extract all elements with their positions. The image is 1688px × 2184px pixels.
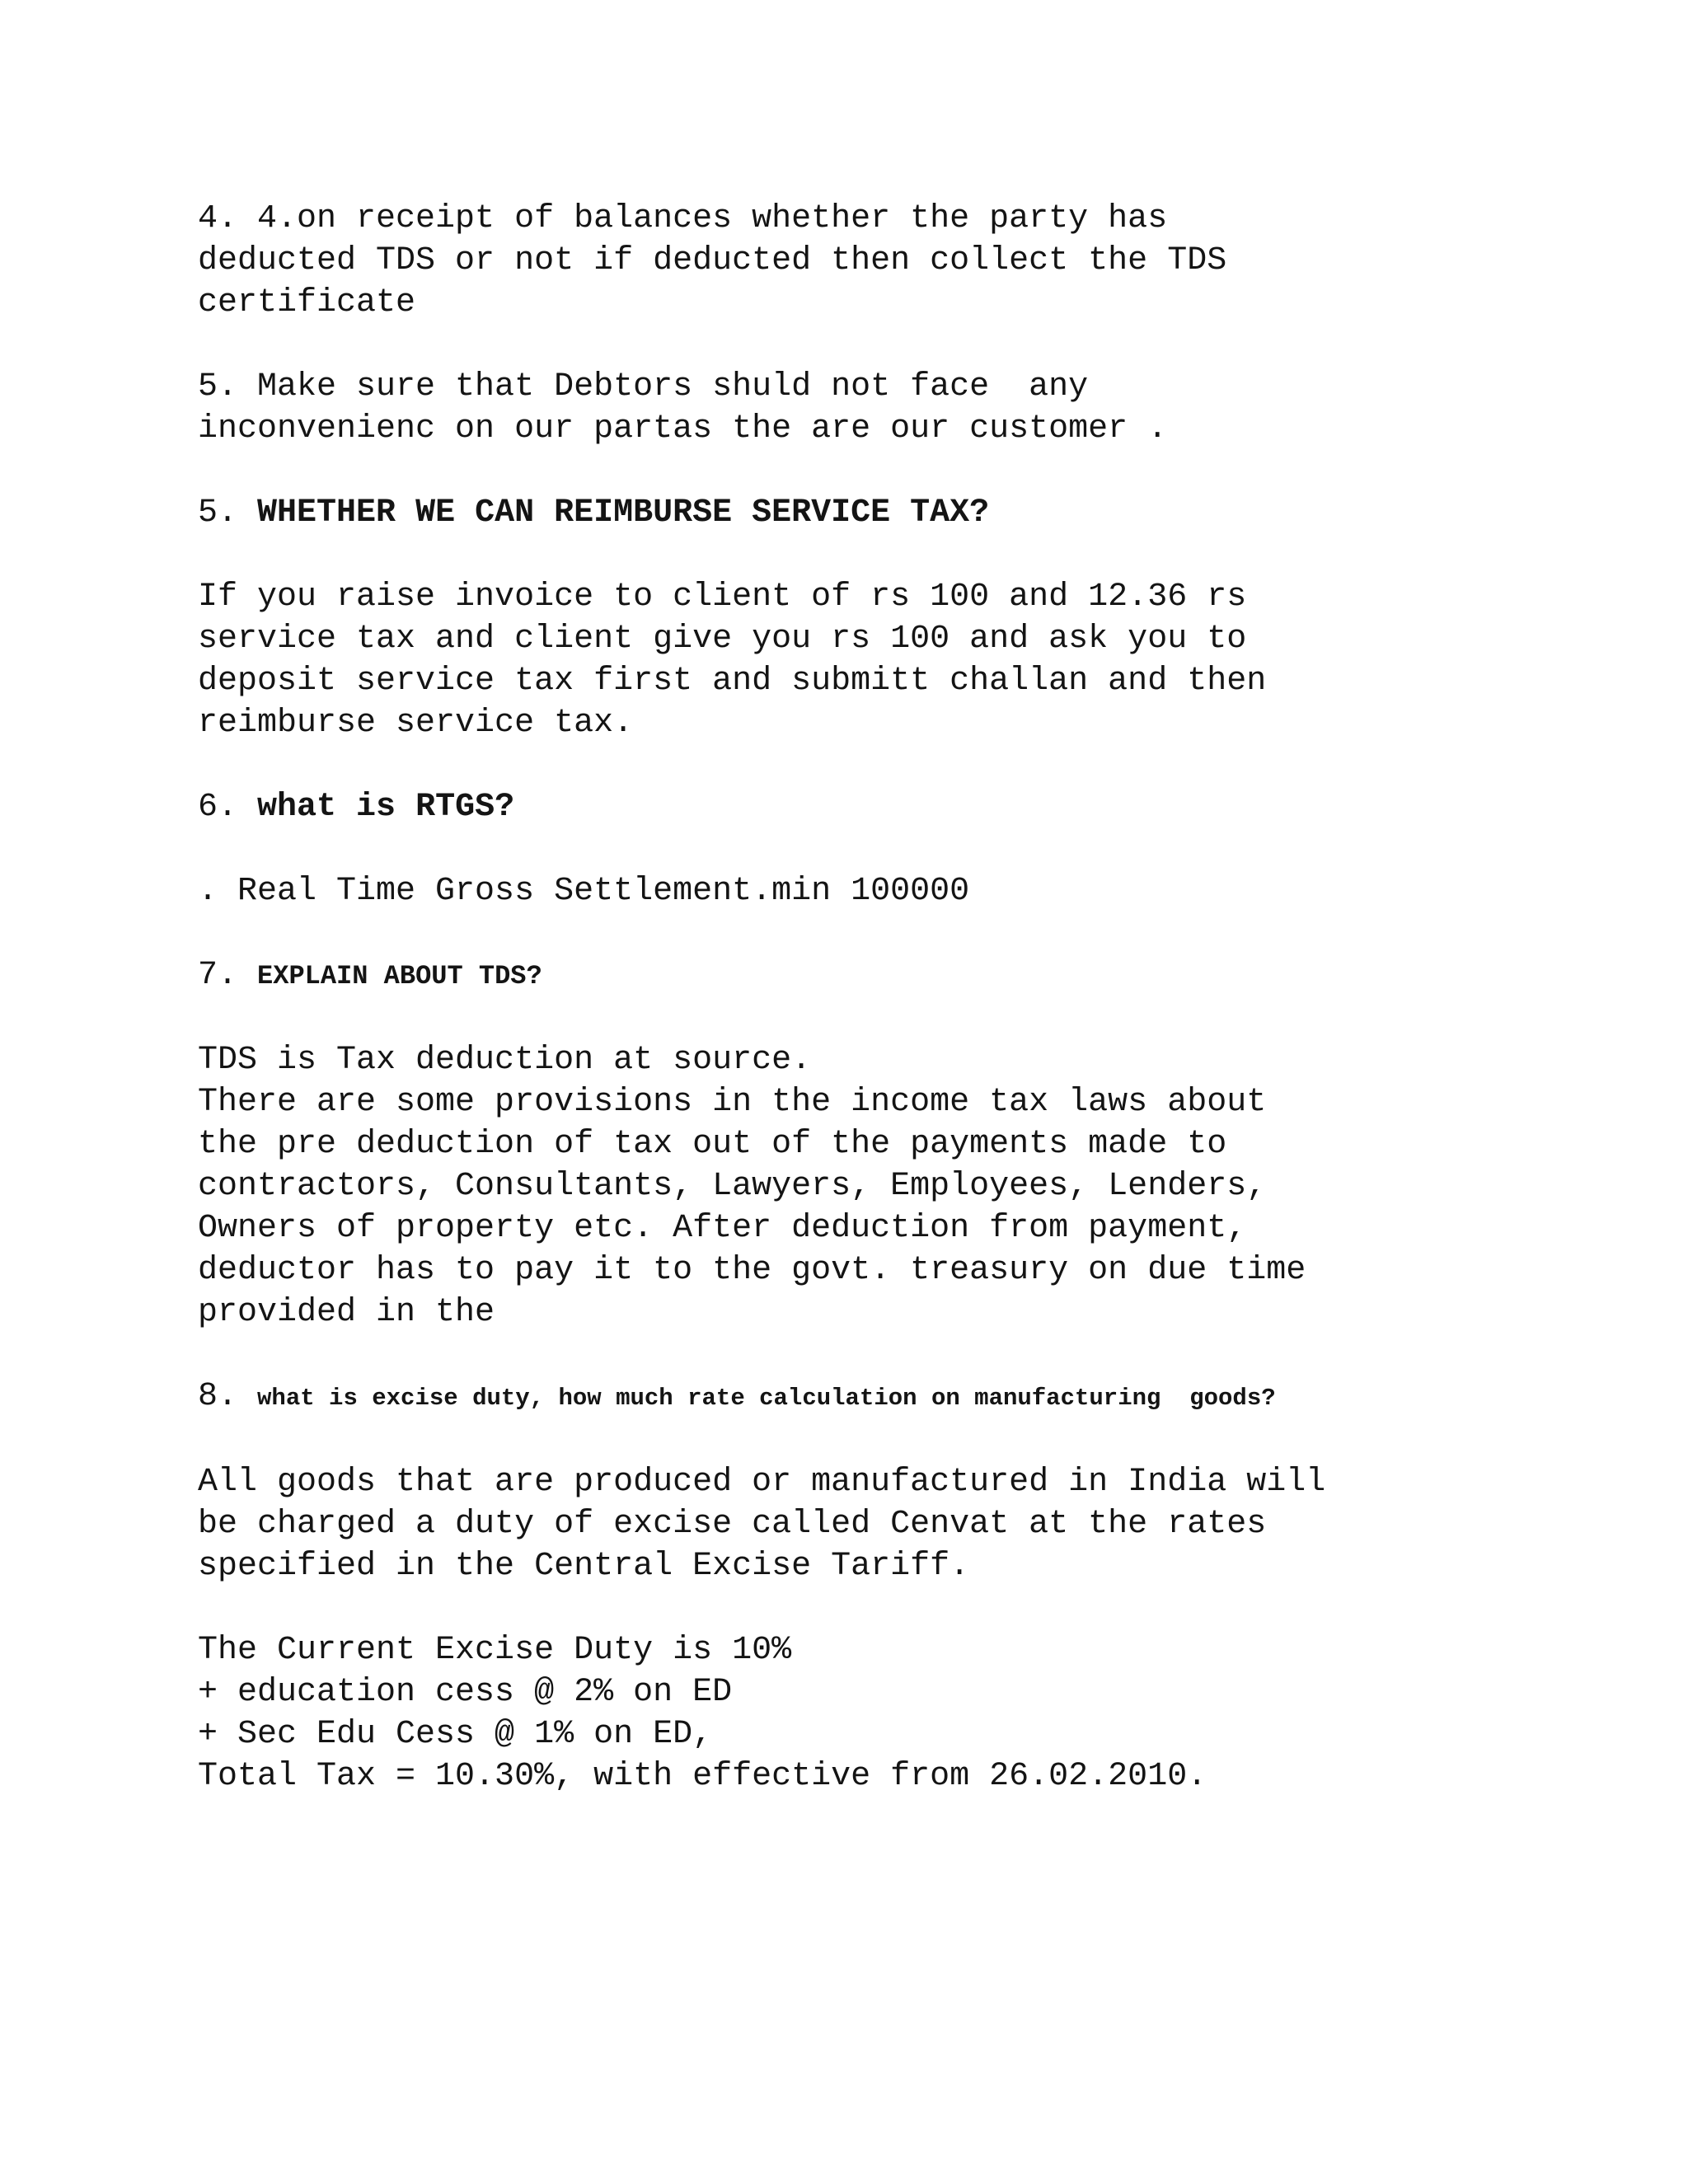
text-line: be charged a duty of excise called Cenvat at the rates xyxy=(198,1506,1267,1543)
text-line: TDS is Tax deduction at source. xyxy=(198,1042,812,1079)
question-heading-excise-duty xyxy=(198,1376,1533,1419)
question-text: what is excise duty, how much rate calculation on manufacturing goods? xyxy=(257,1385,1276,1412)
text-line: reimburse service tax. xyxy=(198,705,634,742)
question-heading-service-tax xyxy=(198,492,1533,534)
text-line: service tax and client give you rs 100 and ask you to xyxy=(198,621,1247,658)
text-line: If you raise invoice to client of rs 100 and 12.36 rs xyxy=(198,579,1247,616)
answer-service-tax xyxy=(198,576,1533,744)
text-line: deducted TDS or not if deducted then collect the TDS xyxy=(198,242,1227,279)
text-line: specified in the Central Excise Tariff. xyxy=(198,1548,970,1585)
paragraph-tds-receipt xyxy=(198,198,1533,324)
text-line: 4. 4.on receipt of balances whether the party has xyxy=(198,200,1168,237)
document-body xyxy=(198,198,1533,1840)
question-heading-tds xyxy=(198,954,1533,997)
text-line: Total Tax = 10.30%, with effective from 26.02.2010. xyxy=(198,1758,1207,1795)
question-number: 5. xyxy=(198,494,238,532)
paragraph-excise-rates xyxy=(198,1629,1533,1797)
question-heading-rtgs xyxy=(198,786,1533,828)
text-line: provided in the xyxy=(198,1294,495,1331)
question-text: EXPLAIN ABOUT TDS? xyxy=(257,961,542,991)
question-number: 8. xyxy=(198,1378,238,1415)
paragraph-debtors xyxy=(198,366,1533,450)
text-line: inconvenienc on our partas the are our customer . xyxy=(198,410,1168,448)
text-line: 5. Make sure that Debtors shuld not face any xyxy=(198,368,1089,405)
text-line: deposit service tax first and submitt challan and then xyxy=(198,663,1267,700)
answer-excise-duty xyxy=(198,1461,1533,1587)
text-line: There are some provisions in the income tax laws about xyxy=(198,1084,1267,1121)
text-line: The Current Excise Duty is 10% xyxy=(198,1632,792,1669)
text-line: All goods that are produced or manufactured in India will xyxy=(198,1464,1326,1501)
question-number: 7. xyxy=(198,957,238,994)
text-line: contractors, Consultants, Lawyers, Employees, Lenders, xyxy=(198,1168,1267,1205)
question-text: WHETHER WE CAN REIMBURSE SERVICE TAX? xyxy=(257,494,990,532)
text-line: . Real Time Gross Settlement.min 100000 xyxy=(198,873,970,910)
question-number: 6. xyxy=(198,789,238,826)
answer-rtgs xyxy=(198,870,1533,912)
question-text: what is RTGS? xyxy=(257,789,515,826)
text-line: deductor has to pay it to the govt. treasury on due time xyxy=(198,1252,1306,1289)
text-line: certificate xyxy=(198,284,416,321)
text-line: the pre deduction of tax out of the payments made to xyxy=(198,1126,1227,1163)
text-line: Owners of property etc. After deduction from payment, xyxy=(198,1210,1247,1247)
text-line: + education cess @ 2% on ED xyxy=(198,1674,733,1711)
answer-tds xyxy=(198,1039,1533,1333)
text-line: + Sec Edu Cess @ 1% on ED, xyxy=(198,1716,713,1753)
